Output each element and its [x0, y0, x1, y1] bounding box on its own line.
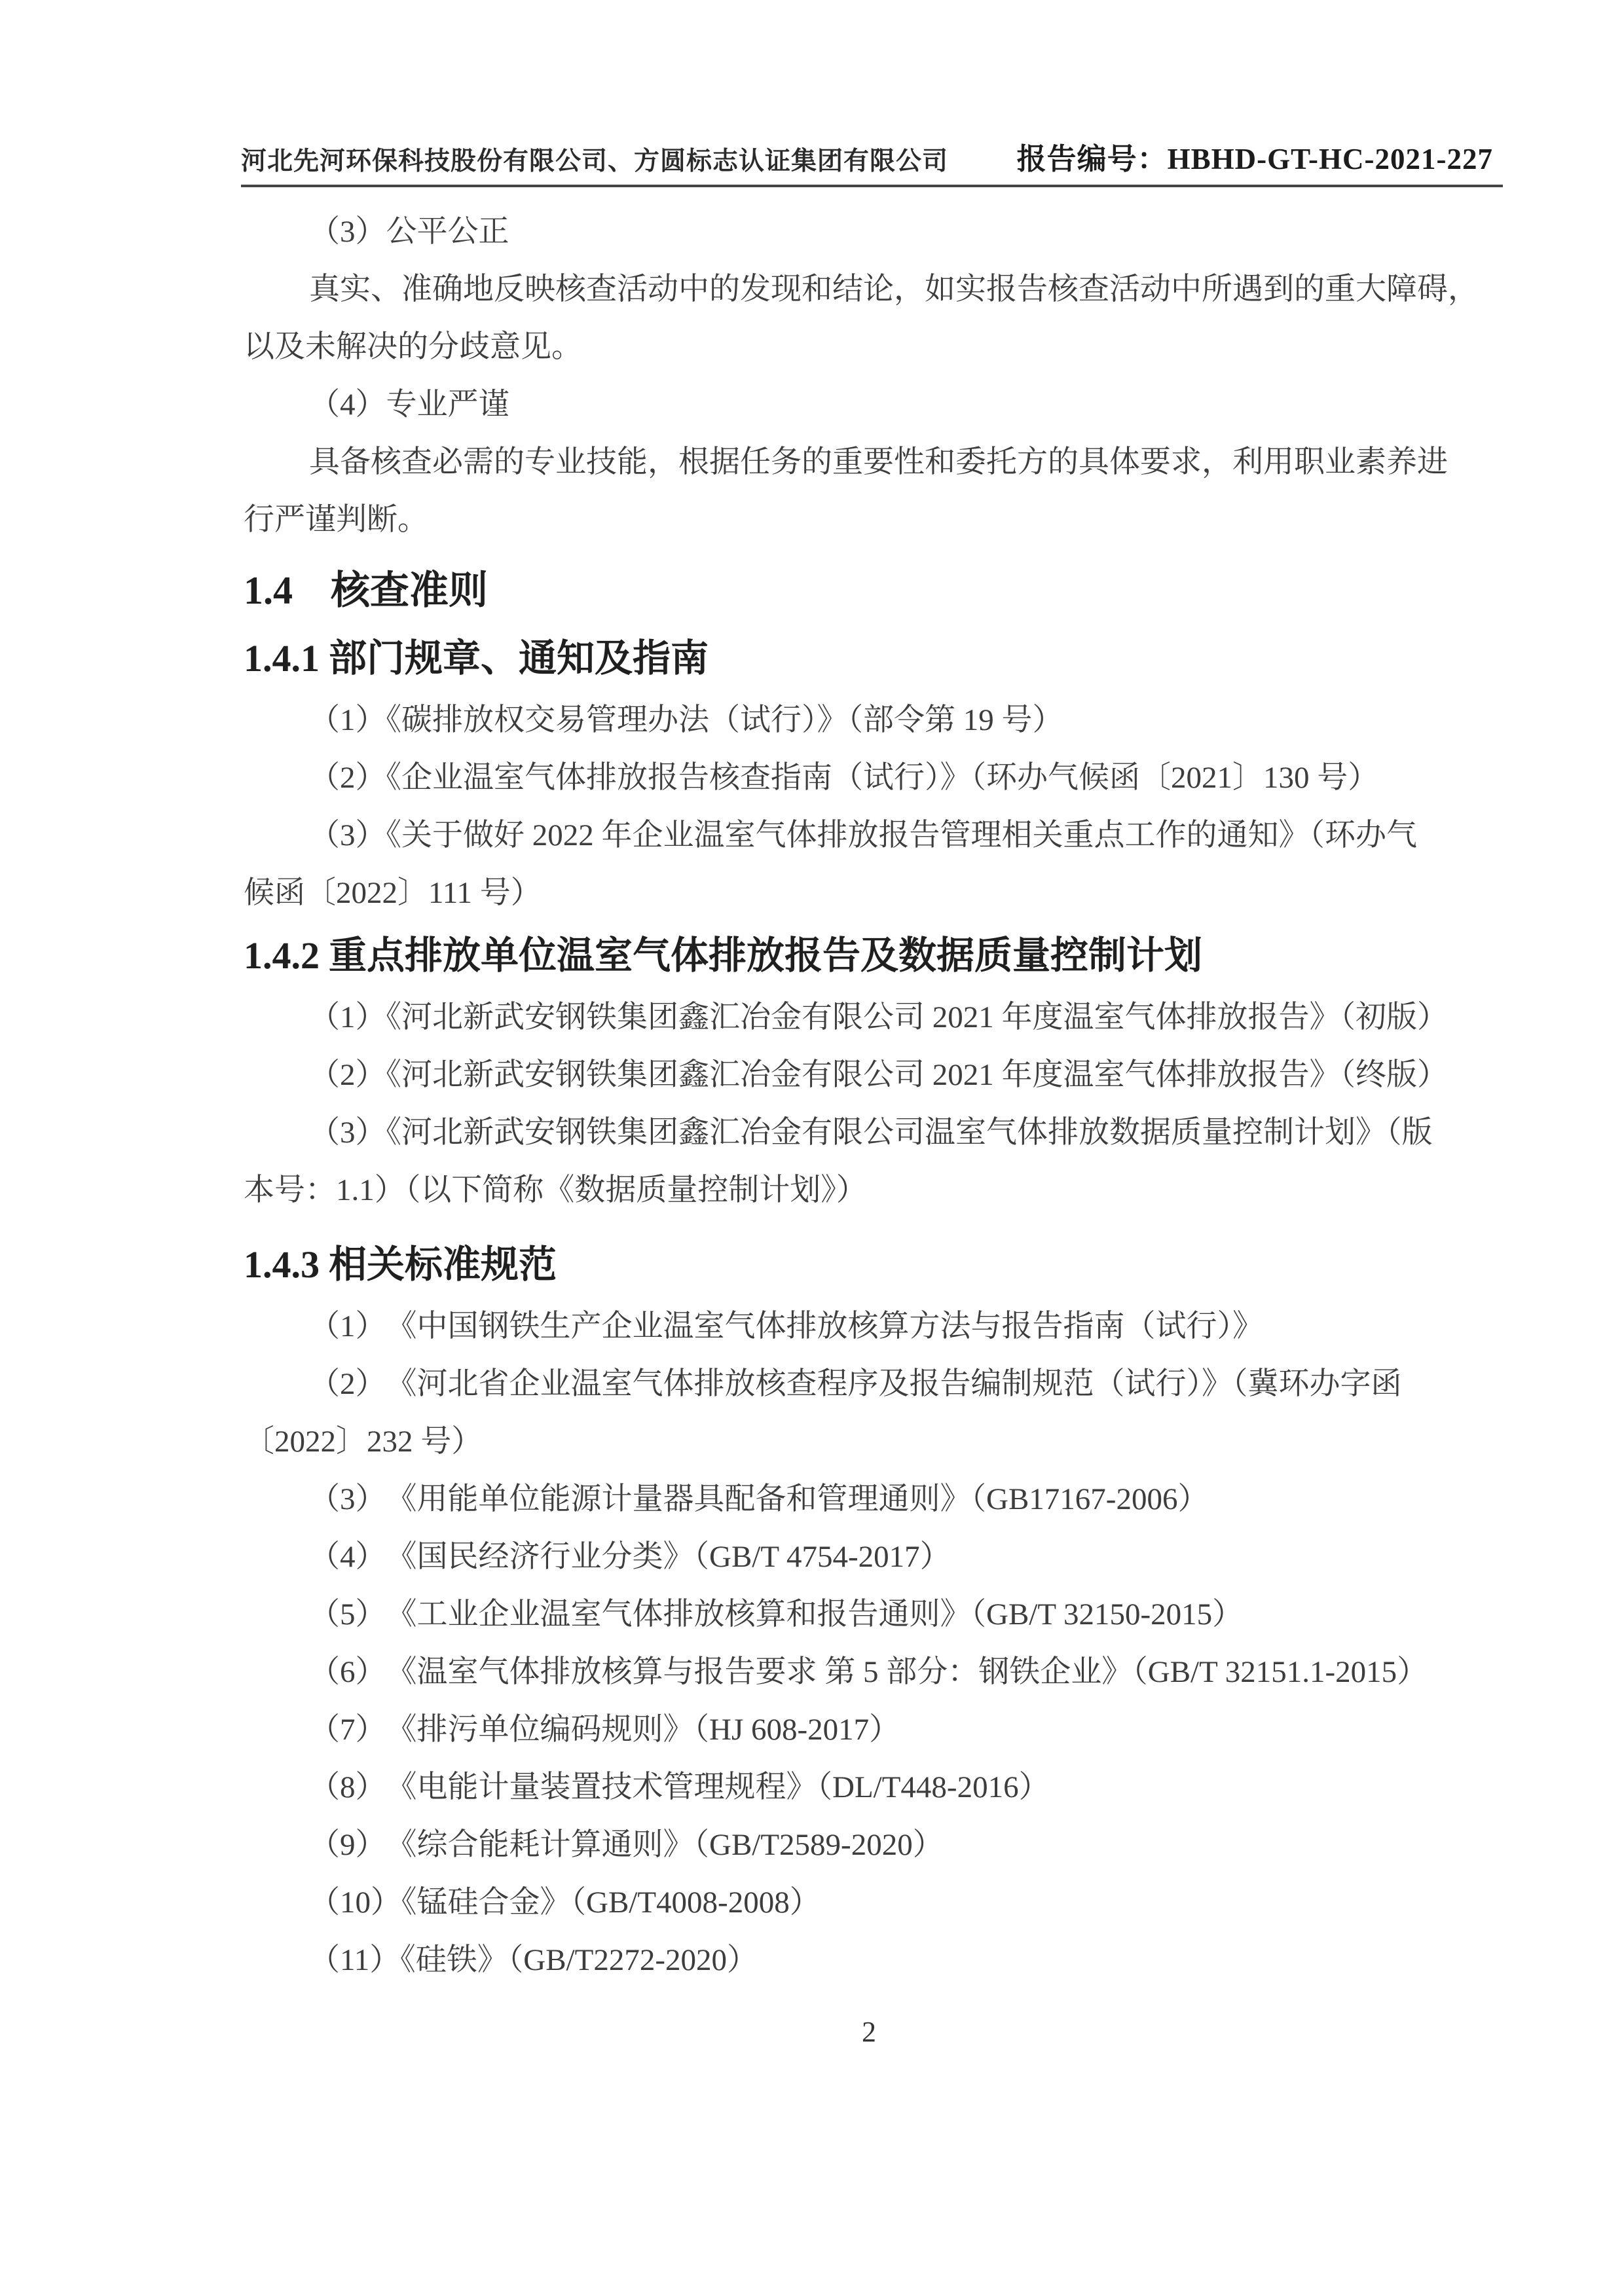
list-item: （3） 《用能单位能源计量器具配备和管理通则》（GB17167-2006）: [309, 1482, 1209, 1516]
list-item: （11）《硅铁》（GB/T2272-2020）: [309, 1943, 758, 1977]
paragraph-line: 行严谨判断。: [244, 503, 428, 537]
list-item: （1）《碳排放权交易管理办法（试行）》（部令第 19 号）: [309, 703, 1063, 737]
section-title: 相关标准规范: [329, 1243, 557, 1286]
section-number: 1.4.2: [244, 934, 320, 977]
list-item: （6） 《温室气体排放核算与报告要求 第 5 部分：钢铁企业》（GB/T 32151.1-2015）: [309, 1655, 1428, 1689]
section-number: 1.4: [244, 569, 293, 612]
page-number: 2: [862, 2016, 876, 2048]
document-body: [244, 203, 1494, 1989]
list-item: （4） 《国民经济行业分类》（GB/T 4754-2017）: [309, 1540, 951, 1574]
section-title: 重点排放单位温室气体排放报告及数据质量控制计划: [329, 934, 1203, 977]
header-report-number: 报告编号：HBHD-GT-HC-2021-227: [1016, 143, 1493, 175]
section-heading-1-4-1: [244, 626, 1494, 691]
list-item: （2）《企业温室气体排放报告核查指南（试行）》（环办气候函〔2021〕130 号）: [309, 761, 1379, 795]
section-title: 部门规章、通知及指南: [329, 637, 709, 680]
section-number: 1.4.3: [244, 1243, 320, 1286]
paragraph-line: 具备核查必需的专业技能，根据任务的重要性和委托方的具体要求，利用职业素养进: [309, 445, 1448, 479]
list-item: （1） 《中国钢铁生产企业温室气体排放核算方法与报告指南（试行）》: [309, 1309, 1263, 1343]
list-item: （7） 《排污单位编码规则》（HJ 608-2017）: [309, 1713, 900, 1747]
header-divider: [241, 185, 1503, 187]
list-item: （8） 《电能计量装置技术管理规程》（DL/T448-2016）: [309, 1770, 1050, 1804]
list-item: （2） 《河北省企业温室气体排放核查程序及报告编制规范（试行）》（冀环办字函: [309, 1367, 1402, 1401]
paragraph-line: （4）专业严谨: [309, 388, 509, 422]
list-item-continuation: 〔2022〕232 号）: [244, 1425, 483, 1459]
list-item: （1）《河北新武安钢铁集团鑫汇冶金有限公司 2021 年度温室气体排放报告》（初版）: [309, 1000, 1448, 1034]
list-item-continuation: 候函〔2022〕111 号）: [244, 876, 542, 910]
paragraph-line: （3）公平公正: [309, 215, 509, 249]
list-item: （10）《锰硅合金》（GB/T4008-2008）: [309, 1886, 821, 1920]
list-item-continuation: 本号：1.1）（以下简称《数据质量控制计划》）: [244, 1173, 867, 1207]
list-item: （3）《河北新武安钢铁集团鑫汇冶金有限公司温室气体排放数据质量控制计划》（版: [309, 1116, 1433, 1150]
list-item: （9） 《综合能耗计算通则》（GB/T2589-2020）: [309, 1828, 944, 1862]
section-heading-1-4: [244, 558, 1494, 623]
paragraph-line: 真实、准确地反映核查活动中的发现和结论，如实报告核查活动中所遇到的重大障碍，: [309, 272, 1479, 306]
page-header: [241, 135, 1493, 177]
section-heading-1-4-3: [244, 1232, 1494, 1298]
header-company-names: 河北先河环保科技股份有限公司、方圆标志认证集团有限公司: [241, 147, 949, 175]
list-item: （2）《河北新武安钢铁集团鑫汇冶金有限公司 2021 年度温室气体排放报告》（终版）: [309, 1058, 1448, 1092]
section-title: 核查准则: [331, 569, 488, 612]
section-heading-1-4-2: [244, 923, 1494, 989]
list-item: （3）《关于做好 2022 年企业温室气体排放报告管理相关重点工作的通知》（环办气: [309, 818, 1417, 852]
section-number: 1.4.1: [244, 637, 320, 680]
list-item: （5） 《工业企业温室气体排放核算和报告通则》（GB/T 32150-2015）: [309, 1597, 1244, 1631]
paragraph-line: 以及未解决的分歧意见。: [244, 330, 582, 364]
